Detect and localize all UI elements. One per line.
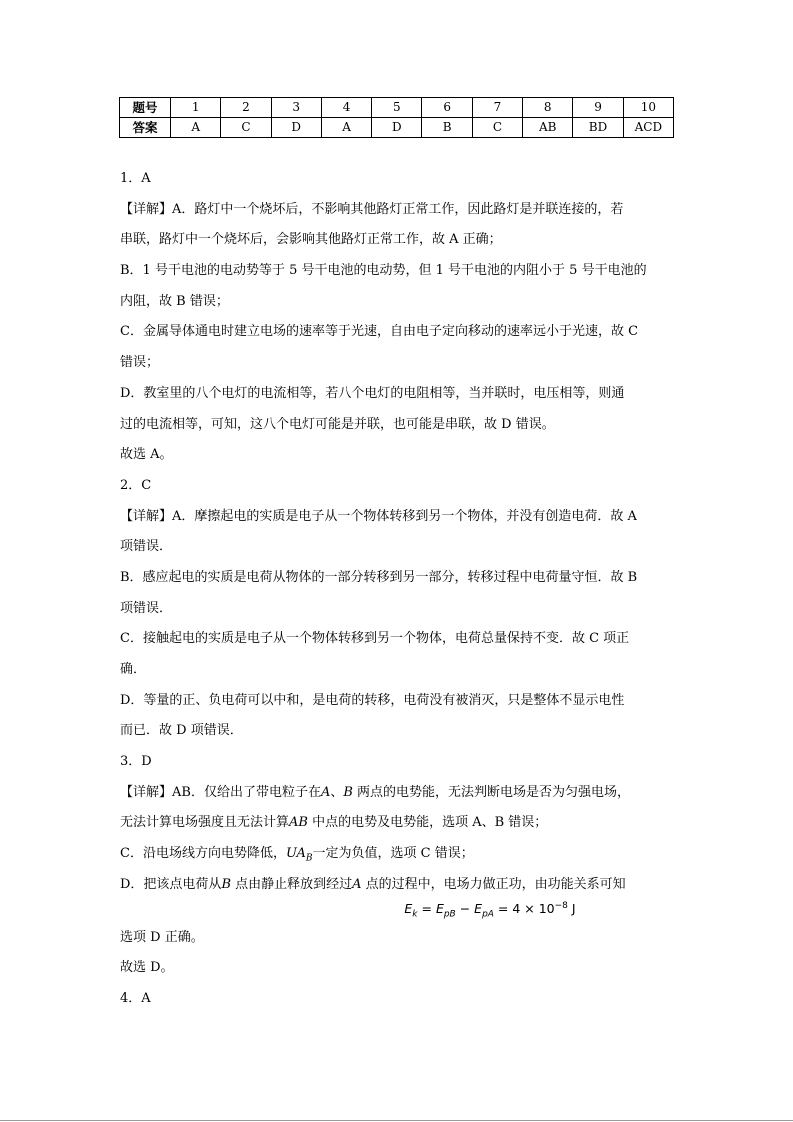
page-bottom-divider <box>0 1120 793 1121</box>
question-number-cell: 4 <box>321 98 371 118</box>
explanation-line: 项错误． <box>120 539 173 555</box>
text-span: 点由静止释放到经过 <box>231 876 353 892</box>
explanation-line: C．接触起电的实质是电子从一个物体转移到另一个物体，电荷总量保持不变．故 C 项正 <box>120 631 630 647</box>
variable-a: A <box>320 784 331 800</box>
question-heading: 3．D <box>120 754 152 770</box>
question-number-cell: 8 <box>523 98 573 118</box>
variable-a: A <box>352 876 362 892</box>
explanation-line: 【详解】A．摩擦起电的实质是电子从一个物体转移到另一个物体，并没有创造电荷．故 A <box>120 508 637 524</box>
explanation-line: B．1 号干电池的电动势等于 5 号干电池的电动势，但 1 号干电池的内阻小于 5 号干电池的 <box>120 263 647 279</box>
explanation-line <box>120 839 680 870</box>
explanation-line <box>120 870 680 901</box>
variable-uab: UA <box>285 846 306 862</box>
question-number-cell: 7 <box>472 98 522 118</box>
answer-label: 答案 <box>120 118 171 138</box>
answer-cell: D <box>271 118 321 138</box>
explanation-line <box>120 808 680 839</box>
explanation-line: D．等量的正、负电荷可以中和，是电荷的转移，电荷没有被消灭，只是整体不显示电性 <box>120 692 625 708</box>
text-span: C．沿电场线方向电势降低， <box>120 846 286 862</box>
explanation-line: 错误； <box>120 355 160 371</box>
question-number-label: 题号 <box>120 98 171 118</box>
answer-cell: BD <box>573 118 623 138</box>
question-heading: 4．A <box>120 990 151 1006</box>
explanation-line: 过的电流相等，可知，这八个电灯可能是并联，也可能是串联，故 D 错误。 <box>120 416 555 432</box>
variable-ab: AB <box>289 815 308 831</box>
explanations <box>120 164 680 1015</box>
explanation-line: D．教室里的八个电灯的电流相等，若八个电灯的电阻相等，当并联时，电压相等，则通 <box>120 385 625 401</box>
text-span: D．把该点电荷从 <box>120 876 222 892</box>
question-number-cell: 3 <box>271 98 321 118</box>
question-heading: 1．A <box>120 171 151 186</box>
question-number-cell: 5 <box>372 98 422 118</box>
question-number-cell: 10 <box>623 98 673 118</box>
explanation-line: 【详解】A．路灯中一个烧坏后，不影响其他路灯正常工作，因此路灯是并联连接的，若 <box>120 201 624 217</box>
question-number-cell: 2 <box>221 98 271 118</box>
answer-table <box>119 97 674 138</box>
explanation-line: 内阻，故 B 错误； <box>120 293 229 309</box>
answer-cell: C <box>221 118 271 138</box>
explanation-line: 确． <box>120 662 147 677</box>
question-heading: 2．C <box>120 477 152 493</box>
answer-cell: ACD <box>623 118 673 138</box>
answer-cell: A <box>171 118 221 138</box>
text-span: 两点的电势能，无法判断电场是否为匀强电场， <box>352 784 631 800</box>
text-span: 中点的电势及电势能，选项 A、B 错误； <box>307 815 548 831</box>
question-number-cell: 1 <box>171 98 221 118</box>
explanation-line: 选项 D 正确。 <box>120 929 204 945</box>
question-number-cell: 9 <box>573 98 623 118</box>
subscript-b: B <box>305 853 313 864</box>
explanation-line: C．金属导体通电时建立电场的速率等于光速，自由电子定向移动的速率远小于光速，故 C <box>120 324 639 340</box>
explanation-line: 项错误． <box>120 600 173 616</box>
answer-row <box>120 118 674 138</box>
text-span: 【详解】AB．仅给出了带电粒子在 <box>120 784 321 800</box>
conclusion-line: 故选 D。 <box>120 960 174 976</box>
question-number-row <box>120 98 674 118</box>
answer-cell: C <box>472 118 522 138</box>
text-span: 一定为负值，选项 C 错误； <box>312 846 474 862</box>
explanation-line: 而已．故 D 项错误． <box>120 723 243 739</box>
question-number-cell: 6 <box>422 98 472 118</box>
explanation-line <box>120 778 680 809</box>
answer-cell: B <box>422 118 472 138</box>
variable-b: B <box>343 784 353 800</box>
answer-cell: AB <box>523 118 573 138</box>
text-span: 点的过程中，电场力做正功，由功能关系可知 <box>361 876 626 892</box>
text-span: 无法计算电场强度且无法计算 <box>120 815 290 831</box>
variable-b: B <box>221 876 231 892</box>
explanation-line: B．感应起电的实质是电荷从物体的一部分转移到另一部分，转移过程中电荷量守恒．故 B <box>120 569 638 585</box>
answer-cell: D <box>372 118 422 138</box>
text-span: 、 <box>330 784 344 800</box>
conclusion-line: 故选 A。 <box>120 447 173 463</box>
explanation-line: 串联，路灯中一个烧坏后，会影响其他路灯正常工作，故 A 正确； <box>120 232 502 248</box>
formula-text: $E_k = E_{pB} - E_{pA} = 4 \times 10^{-8}$ J <box>404 900 576 920</box>
answer-cell: A <box>321 118 371 138</box>
